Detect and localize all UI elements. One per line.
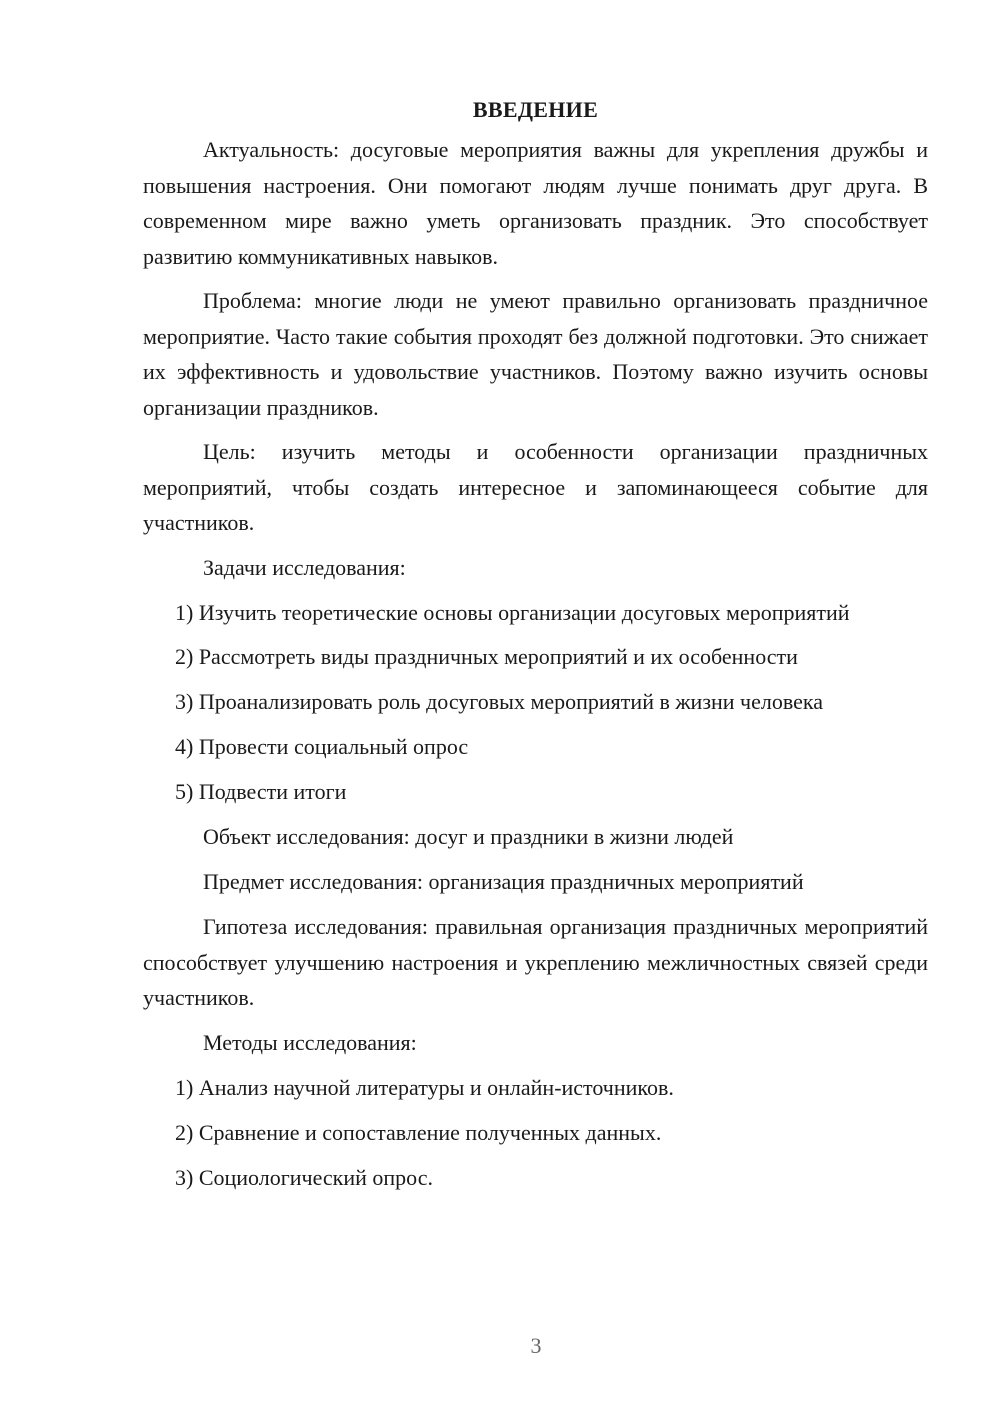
task-item-4: 4) Провести социальный опрос	[175, 734, 469, 759]
task-item-2: 2) Рассмотреть виды праздничных мероприятий и их особенности	[175, 644, 798, 669]
page-title: ВВЕДЕНИЕ	[472, 97, 599, 122]
relevance-paragraph: Актуальность: досуговые мероприятия важны для укрепления дружбы и повышения настроения. Они помогают людям лучше понимать друг друга. В современном мире важно уметь организовать праздник. Это способствует развитию коммуникативных навыков.	[143, 137, 928, 269]
method-item-3: 3) Социологический опрос.	[175, 1164, 433, 1190]
task-item-1: 1) Изучить теоретические основы организации досуговых мероприятий	[175, 599, 850, 625]
research-subject: Предмет исследования: организация праздничных мероприятий	[203, 869, 804, 894]
page-number: 3	[530, 1333, 542, 1358]
method-item-2: 2) Сравнение и сопоставление полученных данных.	[175, 1119, 662, 1145]
task-item-5: 5) Подвести итоги	[175, 779, 347, 804]
page-content	[143, 92, 928, 1205]
tasks-heading: Задачи исследования:	[203, 554, 406, 580]
hypothesis-paragraph: Гипотеза исследования: правильная организация праздничных мероприятий способствует улучшению настроения и укреплению межличностных связей среди участников.	[143, 914, 928, 1010]
problem-paragraph: Проблема: многие люди не умеют правильно организовать праздничное мероприятие. Часто такие события проходят без должной подготовки. Это снижает их эффективность и удовольствие участников. Поэтому важно изучить основы организации праздников.	[143, 288, 928, 420]
task-item-3: 3) Проанализировать роль досуговых мероприятий в жизни человека	[175, 689, 824, 714]
research-object: Объект исследования: досуг и праздники в жизни людей	[203, 824, 734, 849]
methods-heading: Методы исследования:	[203, 1029, 417, 1055]
method-item-1: 1) Анализ научной литературы и онлайн-источников.	[175, 1074, 674, 1100]
goal-paragraph: Цель: изучить методы и особенности организации праздничных мероприятий, чтобы создать интересное и запоминающееся событие для участников.	[143, 439, 928, 535]
